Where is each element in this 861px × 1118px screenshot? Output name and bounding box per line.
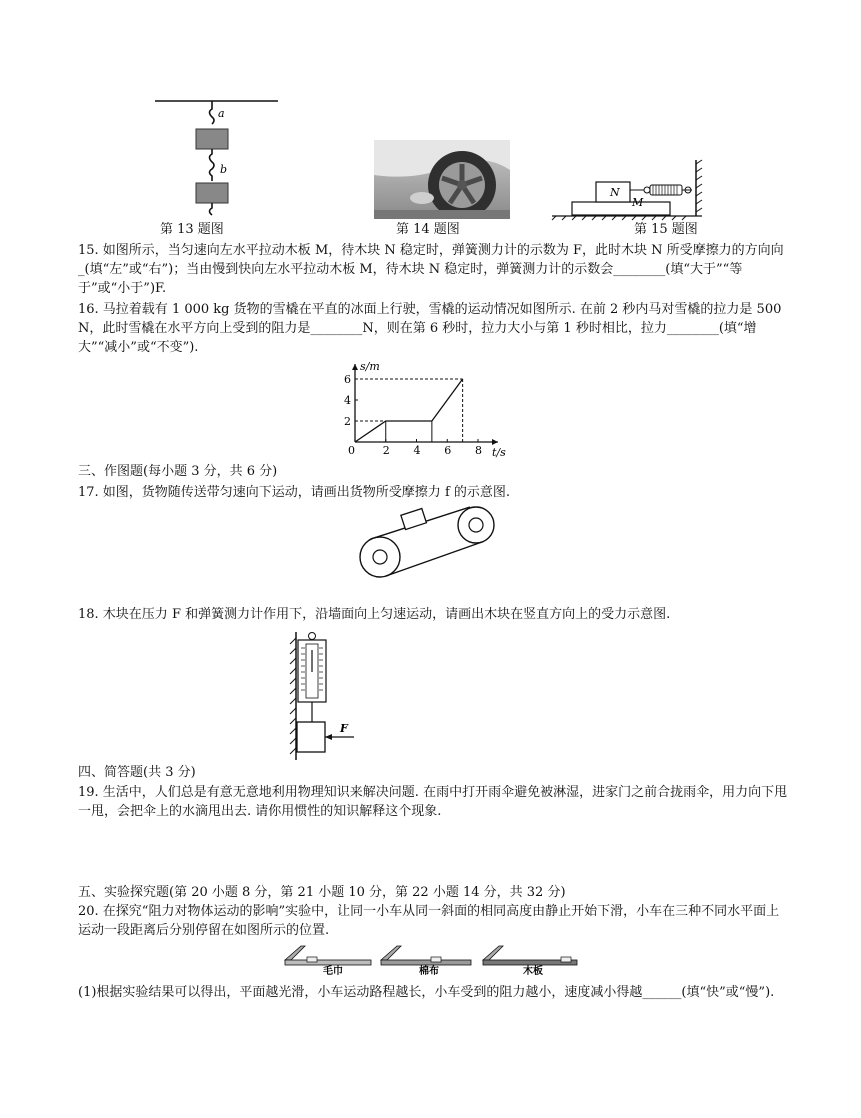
block <box>297 722 325 752</box>
origin-label: 0 <box>348 444 355 457</box>
section-5-heading: 五、实验探究题(第 20 小题 8 分，第 21 小题 10 分，第 22 小题 14 分，共 32 分) <box>78 885 566 900</box>
ramp-towel <box>285 946 371 977</box>
force-F-label: F <box>340 722 348 735</box>
label-wood: 木板 <box>523 966 543 977</box>
conveyor-belt-figure <box>358 505 498 581</box>
question-20-part-1: (1)根据实验结果可以得出，平面越光滑，小车运动路程越长，小车受到的阻力越小，速度减小得越______(填“快”或“慢”). <box>78 985 775 1000</box>
y-tick-label: 4 <box>344 394 351 407</box>
ramp-cotton <box>381 946 471 977</box>
figure-14 <box>374 140 510 219</box>
label-M: M <box>632 196 644 209</box>
y-tick-label: 2 <box>344 415 351 428</box>
question-17: 17. 如图，货物随传送带匀速向下运动，请画出货物所受摩擦力 f 的示意图. <box>78 485 511 500</box>
figure-13-caption: 第 13 题图 <box>160 222 224 237</box>
cargo-box <box>401 508 427 529</box>
section-3-heading: 三、作图题(每小题 3 分，共 6 分) <box>78 464 278 479</box>
s-t-graph <box>340 358 515 460</box>
ramp-wood <box>483 946 577 977</box>
section-4-heading: 四、简答题(共 3 分) <box>78 765 196 780</box>
label-cotton: 棉布 <box>419 966 439 977</box>
question-19: 19. 生活中，人们总是有意无意地利用物理知识来解决问题. 在雨中打开雨伞避免被淋湿，进家门之前合拢雨伞，用力向下甩一甩，会把伞上的水滴甩出去. 请你用惯性的知识解释这个现象. <box>78 785 788 819</box>
question-18: 18. 木块在压力 F 和弹簧测力计作用下，沿墙面向上匀速运动，请画出木块在竖直方向上的受力示意图. <box>78 607 671 622</box>
y-tick-label: 6 <box>344 373 351 386</box>
figure-14-caption: 第 14 题图 <box>396 222 460 237</box>
x-axis-label: t/s <box>492 446 506 459</box>
label-b: b <box>220 163 228 176</box>
figure-15-caption: 第 15 题图 <box>634 222 698 237</box>
series-line <box>355 379 463 442</box>
x-tick-label: 8 <box>475 444 482 457</box>
label-a: a <box>218 107 225 120</box>
x-tick-label: 4 <box>413 444 421 457</box>
label-N: N <box>610 186 620 199</box>
figure-15 <box>552 160 712 220</box>
wall-block-figure <box>284 630 364 762</box>
question-16: 16. 马拉着载有 1 000 kg 货物的雪橇在平直的冰面上行驶，雪橇的运动情况如图所示. 在前 2 秒内马对雪橇的拉力是 500 N，此时雪橇在水平方向上受到的阻力是________N，则在第 6 秒时，拉力大小与第 1 秒时相比，拉力________(填“增大”“减小”或“不变”). <box>78 302 782 355</box>
question-15: 15. 如图所示，当匀速向左水平拉动木板 M，待木块 N 稳定时，弹簧测力计的示数为 F，此时木块 N 所受摩擦力的方向向_(填“左”或“右”)；当由慢到快向左水平拉动木板 M，待木块 N 稳定时，弹簧测力计的示数会________(填“大于”“等于”或“小于”)F. <box>78 243 784 296</box>
x-tick-label: 2 <box>382 444 390 457</box>
question-20: 20. 在探究“阻力对物体运动的影响”实验中，让同一小车从同一斜面的相同高度由静止开始下滑，小车在三种不同水平面上运动一段距离后分别停留在如图所示的位置. <box>78 904 780 938</box>
y-axis-label: s/m <box>360 360 380 373</box>
figure-13 <box>150 95 285 220</box>
label-towel: 毛巾 <box>323 966 343 977</box>
x-tick-label: 6 <box>444 444 452 457</box>
ramp-surfaces-figure <box>283 940 583 976</box>
